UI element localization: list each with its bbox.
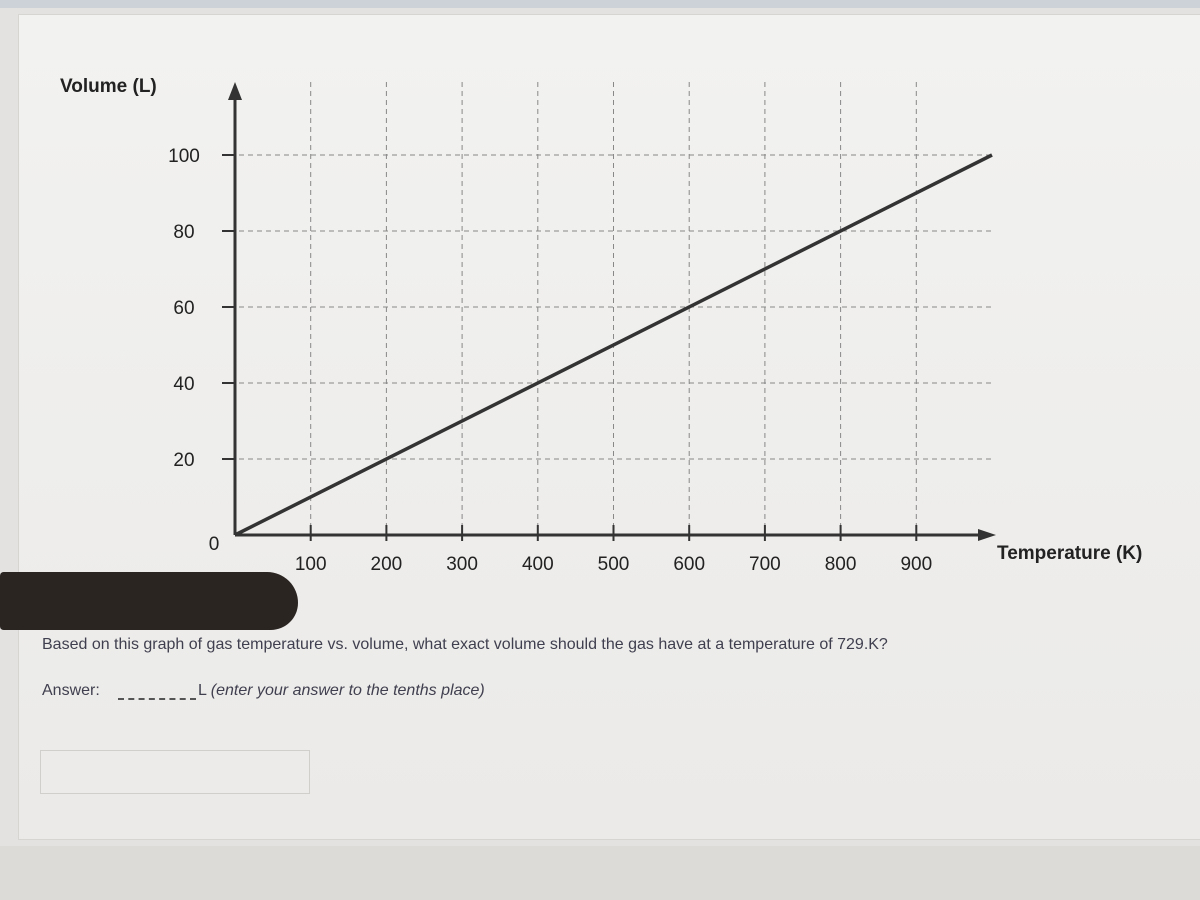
y-tick-label: 40 (173, 374, 195, 395)
answer-input[interactable] (40, 750, 310, 794)
chart-axes (228, 82, 996, 541)
question-text: Based on this graph of gas temperature vs. volume, what exact volume should the gas have at a temperature of 729.K? (42, 636, 888, 653)
x-tick-label: 800 (824, 554, 857, 575)
chart-ticks (222, 155, 916, 541)
answer-unit-line (198, 682, 485, 700)
x-tick-label: 700 (749, 554, 781, 575)
x-axis-arrow (978, 529, 996, 541)
y-tick-label: 100 (168, 146, 200, 167)
redaction-mark (0, 572, 298, 630)
answer-unit: L (198, 682, 207, 699)
answer-label: Answer: (42, 682, 100, 699)
y-axis-arrow (228, 82, 242, 100)
origin-label: 0 (208, 534, 220, 555)
y-tick-label: 60 (173, 298, 195, 319)
x-tick-label: 300 (446, 554, 478, 575)
y-tick-label: 20 (173, 450, 195, 471)
x-tick-label: 400 (521, 554, 554, 575)
answer-blank (118, 698, 196, 700)
x-axis-title: Temperature (K) (997, 543, 1143, 564)
y-tick-label: 80 (173, 222, 195, 243)
x-tick-label: 600 (673, 554, 706, 575)
x-tick-label: 100 (294, 554, 327, 575)
chart-grid (239, 82, 992, 531)
y-axis-title: Volume (L) (60, 76, 157, 97)
answer-hint: (enter your answer to the tenths place) (210, 682, 485, 699)
x-tick-label: 900 (900, 554, 933, 575)
x-tick-label: 500 (597, 554, 630, 575)
x-tick-label: 200 (370, 554, 403, 575)
